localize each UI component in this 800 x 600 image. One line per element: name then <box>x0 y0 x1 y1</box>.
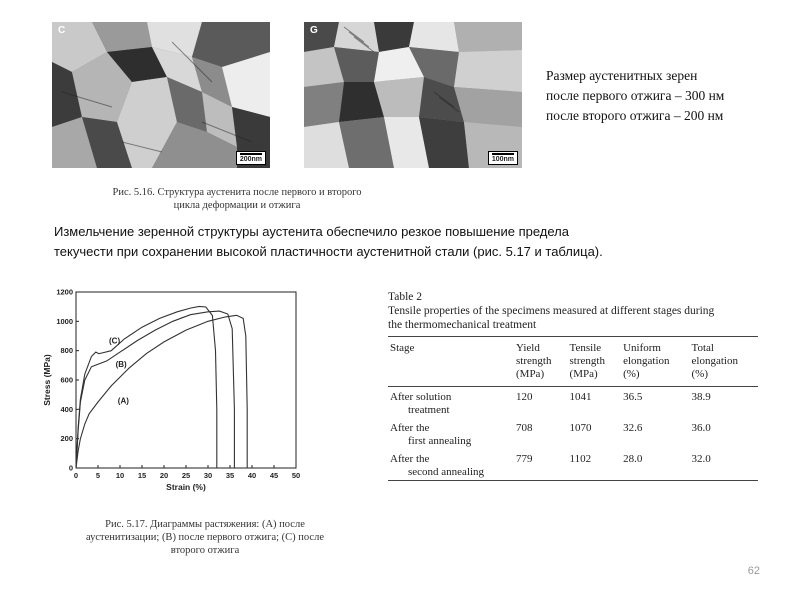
fig516-caption <box>52 186 422 212</box>
cell-yield: 120 <box>516 391 533 403</box>
x-tick-label: 15 <box>137 471 147 480</box>
stress-strain-chart <box>40 282 305 507</box>
cell-uniform: 32.6 <box>623 422 643 434</box>
cell-stage <box>388 387 514 419</box>
header-stage <box>388 337 514 387</box>
fig517-caption <box>40 518 370 557</box>
body-paragraph <box>54 222 774 262</box>
curve-label-a: (A) <box>117 396 129 406</box>
cell-tensile: 1070 <box>569 422 592 434</box>
header-uniform-l1: Uniform <box>623 342 661 354</box>
series-line-b <box>76 311 234 468</box>
cell-total: 38.9 <box>691 391 711 403</box>
x-tick-label: 5 <box>95 471 101 480</box>
y-tick-label: 1000 <box>56 316 73 326</box>
header-tensile-l2: strength <box>569 355 605 367</box>
micrograph-c-scale-label: 200nm <box>239 156 262 163</box>
cell-tensile: 1102 <box>569 453 592 465</box>
cell-yield: 708 <box>516 422 533 434</box>
table-subtitle-line2: the thermomechanical treatment <box>388 319 537 331</box>
cell-total: 32.0 <box>691 453 711 465</box>
table-grid <box>388 336 758 481</box>
y-tick-label: 200 <box>60 434 73 444</box>
curve-label-c: (C) <box>109 336 121 346</box>
table-title: Table 2 <box>388 291 423 303</box>
series-line-c <box>76 306 217 468</box>
header-yield <box>514 337 568 387</box>
grain-size-heading: Размер аустенитных зерен <box>546 68 698 83</box>
y-tick-label: 400 <box>60 404 73 414</box>
x-tick-label: 30 <box>203 471 213 480</box>
table-row <box>388 449 758 481</box>
header-tensile <box>568 337 622 387</box>
x-tick-label: 35 <box>225 471 235 480</box>
header-yield-l2: strength <box>516 355 552 367</box>
micrograph-g-scalebar <box>488 151 518 165</box>
x-tick-label: 0 <box>73 471 79 480</box>
stage-line2: second annealing <box>408 466 485 478</box>
cell-yield: 779 <box>516 453 533 465</box>
fig516-caption-line1: Рис. 5.16. Структура аустенита после первого и второго <box>112 187 362 198</box>
grain-size-first: после первого отжига – 300 нм <box>546 88 725 103</box>
x-tick-label: 50 <box>291 471 301 480</box>
header-total-l2: elongation <box>691 355 738 367</box>
table-row <box>388 418 758 449</box>
table-row <box>388 387 758 419</box>
header-tensile-l1: Tensile <box>569 342 602 354</box>
chart-series <box>76 306 247 468</box>
x-tick-label: 10 <box>115 471 125 480</box>
cell-stage <box>388 449 514 481</box>
header-tensile-l3: (MPa) <box>569 368 598 380</box>
y-tick-label: 800 <box>60 346 73 356</box>
micrograph-g-letter: G <box>310 25 318 36</box>
cell-uniform: 28.0 <box>623 453 643 465</box>
cell-total: 36.0 <box>691 422 711 434</box>
fig516-caption-line2: цикла деформации и отжига <box>173 200 301 211</box>
series-line-a <box>76 315 247 468</box>
stage-line1: After the <box>390 422 430 434</box>
header-yield-l1: Yield <box>516 342 540 354</box>
scalebar-line <box>240 153 262 155</box>
grain-size-second: после второго отжига – 200 нм <box>546 108 724 123</box>
stage-line1: After the <box>390 453 430 465</box>
micrograph-g-image <box>304 22 522 168</box>
chart-ticks <box>56 288 300 481</box>
header-uniform-l3: (%) <box>623 368 640 380</box>
fig517-caption-line2: аустенитизации; (В) после первого отжига; (С) после <box>86 532 324 543</box>
micrograph-c-letter: C <box>58 25 66 36</box>
x-tick-label: 25 <box>181 471 191 480</box>
header-yield-l3: (MPa) <box>516 368 545 380</box>
chart-axes <box>76 292 296 468</box>
x-axis-label: Strain (%) <box>166 482 206 492</box>
grain-size-info <box>546 66 724 126</box>
header-uniform <box>621 337 689 387</box>
micrograph-c <box>52 22 270 168</box>
table-subtitle-line1: Tensile properties of the specimens measured at different stages during <box>388 305 715 317</box>
micrograph-c-image <box>52 22 270 168</box>
fig517-caption-line3: второго отжига <box>170 545 240 556</box>
plot-frame <box>76 292 296 468</box>
body-paragraph-line1: Измельчение зеренной структуры аустенита обеспечило резкое повышение предела <box>54 224 569 239</box>
tensile-table <box>388 290 758 481</box>
stage-line1: After solution <box>390 391 452 403</box>
y-tick-label: 1200 <box>56 287 73 297</box>
micrograph-g <box>304 22 522 168</box>
curve-label-b: (B) <box>115 359 127 369</box>
chart-labels <box>42 336 206 492</box>
header-uniform-l2: elongation <box>623 355 670 367</box>
micrograph-g-scale-label: 100nm <box>491 156 514 163</box>
cell-tensile: 1041 <box>569 391 592 403</box>
y-axis-label: Stress (MPa) <box>42 354 52 406</box>
y-tick-label: 0 <box>68 463 73 473</box>
y-tick-label: 600 <box>60 375 73 385</box>
x-tick-label: 20 <box>159 471 169 480</box>
header-total <box>690 337 758 387</box>
scalebar-line <box>492 153 514 155</box>
header-total-l3: (%) <box>691 368 709 380</box>
header-stage-text: Stage <box>390 342 415 354</box>
body-paragraph-line2: текучести при сохранении высокой пластичности аустенитной стали (рис. 5.17 и таблица). <box>54 244 603 259</box>
stage-line2: treatment <box>408 404 450 416</box>
table-header-row <box>388 337 758 387</box>
cell-uniform: 36.5 <box>623 391 643 403</box>
fig517-caption-line1: Рис. 5.17. Диаграммы растяжения: (А) после <box>105 519 305 530</box>
x-tick-label: 45 <box>269 471 279 480</box>
page-number: 62 <box>747 565 760 577</box>
x-tick-label: 40 <box>247 471 257 480</box>
micrograph-c-scalebar <box>236 151 266 165</box>
stage-line2: first annealing <box>408 435 472 447</box>
header-total-l1: Total <box>691 342 714 354</box>
cell-stage <box>388 418 514 449</box>
